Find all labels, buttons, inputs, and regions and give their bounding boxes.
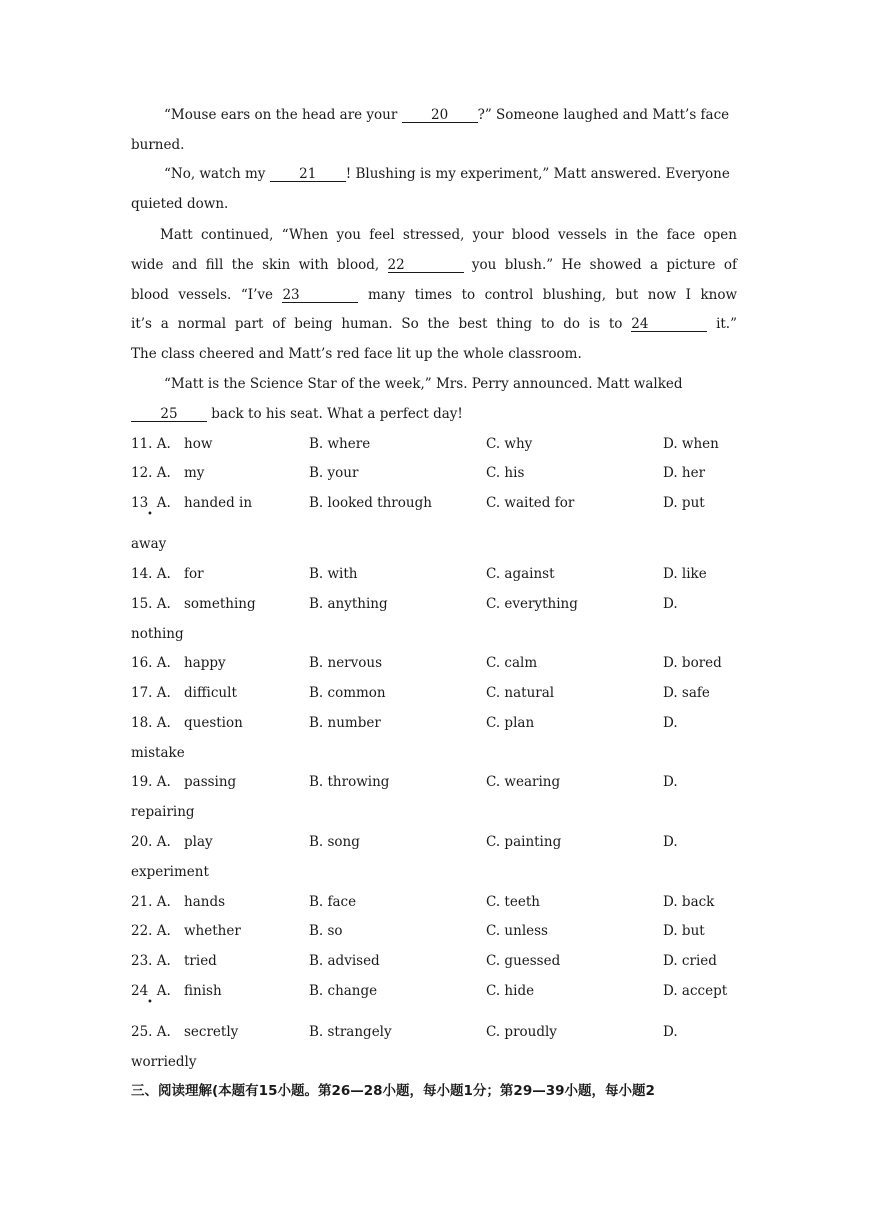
option-d: D. her bbox=[663, 465, 706, 481]
option-c: C. waited for bbox=[486, 495, 575, 511]
option-d: D. bbox=[663, 596, 678, 612]
question-number: 20. A. bbox=[131, 834, 171, 850]
option-c: C. guessed bbox=[486, 953, 561, 969]
passage-line: “No, watch my 21 ! Blushing is my experiment,” Matt answered. Everyone bbox=[164, 166, 730, 182]
question-number: 18. A. bbox=[131, 715, 171, 731]
option-b: B. where bbox=[309, 436, 371, 452]
question-number: 25. A. bbox=[131, 1024, 171, 1040]
option-a: finish bbox=[184, 983, 222, 999]
option-b: B. anything bbox=[309, 596, 388, 612]
passage-line: The class cheered and Matt’s red face lit up the whole classroom. bbox=[131, 346, 582, 362]
option-d: D. bbox=[663, 774, 678, 790]
option-d-wrap: mistake bbox=[131, 745, 185, 761]
option-d-wrap: experiment bbox=[131, 864, 209, 880]
blank-20: 20 bbox=[402, 108, 478, 123]
option-d: D. safe bbox=[663, 685, 710, 701]
option-b: B. so bbox=[309, 923, 343, 939]
passage-line: burned. bbox=[131, 137, 185, 153]
question-number: 11. A. bbox=[131, 436, 171, 452]
blank-23: 23 bbox=[282, 288, 358, 303]
option-c: C. hide bbox=[486, 983, 535, 999]
emphasis-dot: • bbox=[147, 997, 153, 1008]
option-a: hands bbox=[184, 894, 226, 910]
option-d: D. bbox=[663, 834, 678, 850]
option-d-wrap: repairing bbox=[131, 804, 195, 820]
passage-line: Matt continued, “When you feel stressed, your blood vessels in the face open bbox=[160, 227, 737, 243]
option-a: for bbox=[184, 566, 204, 582]
option-a: whether bbox=[184, 923, 241, 939]
option-a: passing bbox=[184, 774, 237, 790]
emphasis-dot: • bbox=[147, 509, 153, 520]
option-c: C. why bbox=[486, 436, 533, 452]
option-a: happy bbox=[184, 655, 226, 671]
option-b: B. with bbox=[309, 566, 358, 582]
option-c: C. painting bbox=[486, 834, 562, 850]
question-number: 16. A. bbox=[131, 655, 171, 671]
option-a: secretly bbox=[184, 1024, 239, 1040]
option-a: tried bbox=[184, 953, 217, 969]
passage-line: it’s a normal part of being human. So the best thing to do is to 24 it.” bbox=[131, 316, 738, 332]
question-number: 13 A. bbox=[131, 495, 171, 511]
option-b: B. common bbox=[309, 685, 386, 701]
blank-24: 24 bbox=[631, 317, 707, 332]
passage-line: “Matt is the Science Star of the week,” Mrs. Perry announced. Matt walked bbox=[164, 376, 683, 392]
option-b: B. nervous bbox=[309, 655, 383, 671]
option-c: C. calm bbox=[486, 655, 538, 671]
option-b: B. strangely bbox=[309, 1024, 392, 1040]
option-d: D. accept bbox=[663, 983, 728, 999]
option-b: B. your bbox=[309, 465, 359, 481]
option-b: B. number bbox=[309, 715, 381, 731]
question-number: 15. A. bbox=[131, 596, 171, 612]
question-number: 24 A. bbox=[131, 983, 171, 999]
question-number: 21. A. bbox=[131, 894, 171, 910]
option-a: how bbox=[184, 436, 213, 452]
option-d: D. cried bbox=[663, 953, 717, 969]
option-b: B. looked through bbox=[309, 495, 432, 511]
option-b: B. song bbox=[309, 834, 360, 850]
option-a: play bbox=[184, 834, 213, 850]
passage-line: blood vessels. “I’ve 23 many times to control blushing, but now I know bbox=[131, 287, 738, 303]
option-a: handed in bbox=[184, 495, 253, 511]
passage-line: 25 back to his seat. What a perfect day! bbox=[131, 405, 737, 423]
option-c: C. his bbox=[486, 465, 525, 481]
question-number: 17. A. bbox=[131, 685, 171, 701]
option-b: B. change bbox=[309, 983, 378, 999]
option-d-wrap: worriedly bbox=[131, 1054, 197, 1070]
option-a: difficult bbox=[184, 685, 237, 701]
option-c: C. natural bbox=[486, 685, 555, 701]
question-number: 12. A. bbox=[131, 465, 171, 481]
question-number: 14. A. bbox=[131, 566, 171, 582]
passage-line: wide and fill the skin with blood, 22 you blush.” He showed a picture of bbox=[131, 257, 737, 273]
option-c: C. plan bbox=[486, 715, 535, 731]
option-b: B. throwing bbox=[309, 774, 390, 790]
option-d-wrap: away bbox=[131, 536, 167, 552]
question-number: 23. A. bbox=[131, 953, 171, 969]
option-b: B. face bbox=[309, 894, 357, 910]
passage-line: “Mouse ears on the head are your 20 ?” Someone laughed and Matt’s face bbox=[164, 107, 730, 123]
option-d: D. put bbox=[663, 495, 705, 511]
option-a: my bbox=[184, 465, 205, 481]
option-d: D. bbox=[663, 1024, 678, 1040]
option-c: C. teeth bbox=[486, 894, 540, 910]
option-c: C. proudly bbox=[486, 1024, 557, 1040]
question-number: 19. A. bbox=[131, 774, 171, 790]
section-heading: 三、阅读理解(本题有15小题。第26—28小题，每小题1分；第29—39小题，每小题2 bbox=[131, 1083, 655, 1099]
option-d: D. like bbox=[663, 566, 707, 582]
blank-22: 22 bbox=[388, 258, 464, 273]
question-number: 22. A. bbox=[131, 923, 171, 939]
passage-line: quieted down. bbox=[131, 196, 229, 212]
option-c: C. wearing bbox=[486, 774, 561, 790]
blank-21: 21 bbox=[270, 167, 346, 182]
blank-25: 25 bbox=[131, 407, 207, 422]
option-c: C. everything bbox=[486, 596, 578, 612]
option-c: C. against bbox=[486, 566, 555, 582]
option-a: question bbox=[184, 715, 243, 731]
option-d: D. back bbox=[663, 894, 715, 910]
option-b: B. advised bbox=[309, 953, 380, 969]
option-a: something bbox=[184, 596, 256, 612]
option-d: D. bbox=[663, 715, 678, 731]
option-d: D. when bbox=[663, 436, 719, 452]
option-d-wrap: nothing bbox=[131, 626, 184, 642]
option-d: D. but bbox=[663, 923, 705, 939]
option-c: C. unless bbox=[486, 923, 548, 939]
option-d: D. bored bbox=[663, 655, 722, 671]
